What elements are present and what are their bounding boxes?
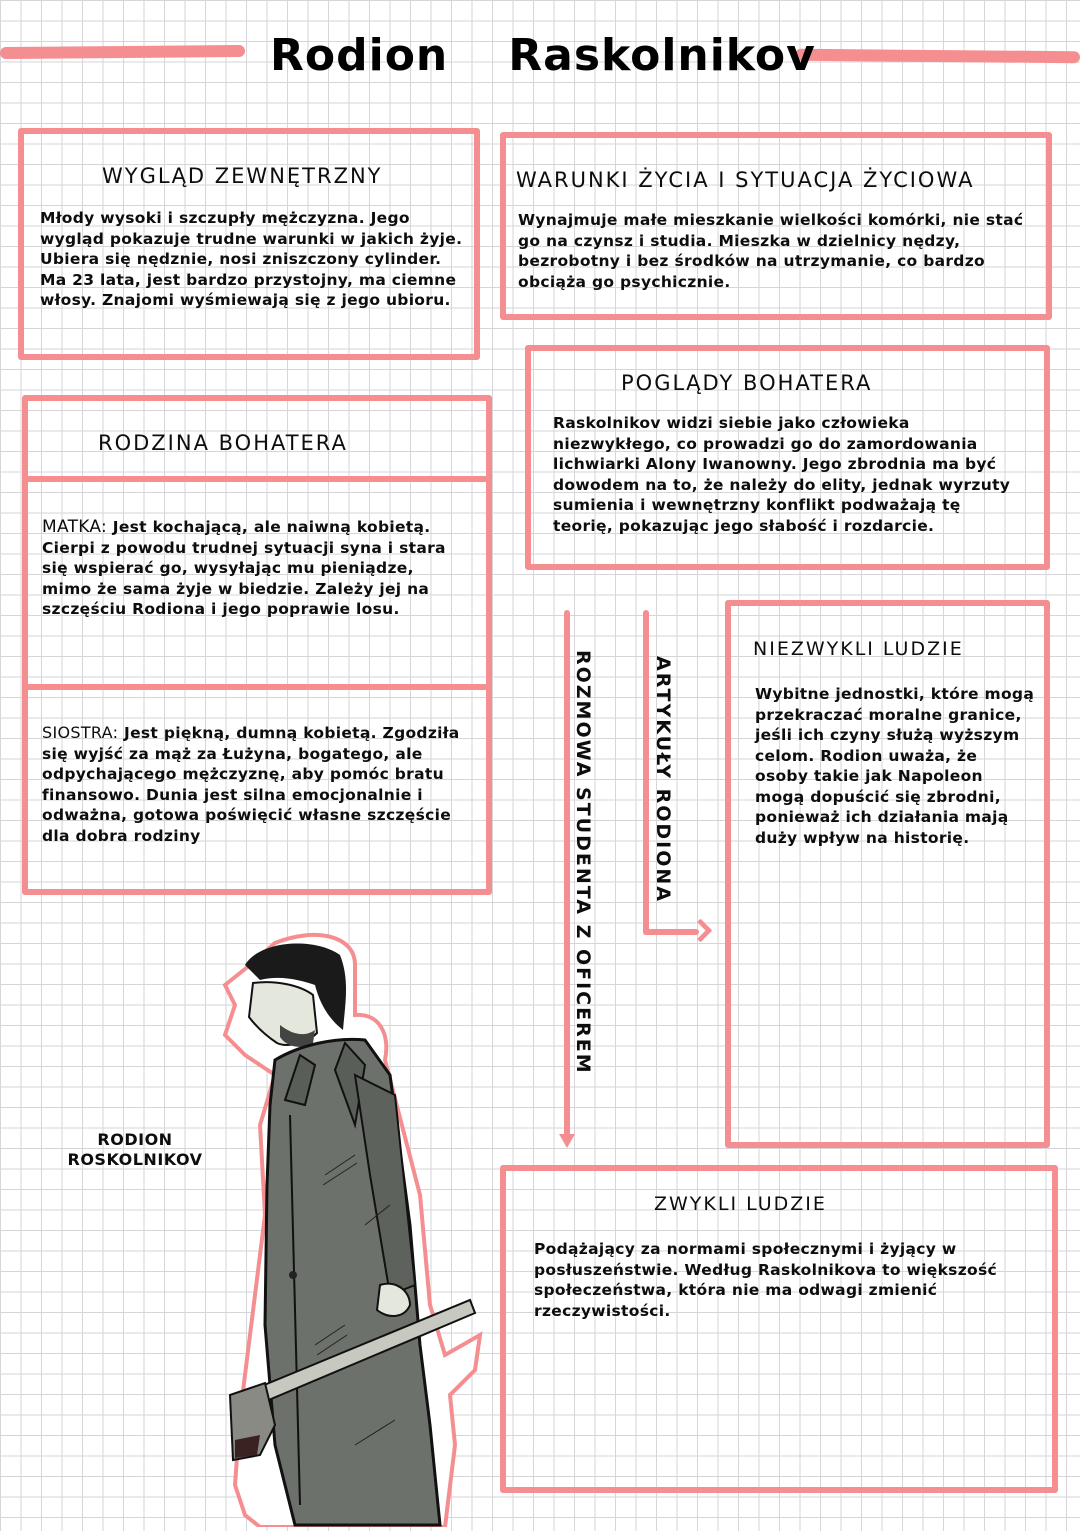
family-mother	[42, 517, 462, 620]
title-last-name: Raskolnikov	[508, 30, 816, 81]
arrow-down-icon	[559, 1134, 575, 1148]
figure-caption-line1: RODION	[97, 1130, 173, 1149]
extraordinary-heading: NIEZWYKLI LUDZIE	[753, 638, 964, 660]
figure-caption-line2: ROSKOLNIKOV	[67, 1150, 203, 1169]
page-title	[270, 30, 816, 81]
appearance-box	[18, 128, 480, 360]
family-divider-bottom	[22, 684, 492, 690]
extraordinary-box	[725, 600, 1050, 1148]
appearance-text: Młody wysoki i szczupły mężczyzna. Jego wygląd pokazuje trudne warunki w jakich żyje. Ubiera się nędznie, nosi zniszczony cylinder. Ma 23 lata, jest bardzo przystojny, ma ciemne włosy. Znajomi wyśmiewają się z jego ubioru.	[40, 209, 463, 309]
ordinary-heading: ZWYKLI LUDZIE	[654, 1193, 827, 1215]
sister-text: Jest piękną, dumną kobietą. Zgodziła się wyjść za mąż za Łużyna, bogatego, ale odpychającego mężczyznę, aby pomóc bratu finansowo. Dunia jest silna emocjonalnie i odważna, gotowa poświęcić własne szczęście dla dobra rodziny	[42, 724, 460, 845]
mother-text: Jest kochającą, ale naiwną kobietą. Cierpi z powodu trudnej sytuacji syna i stara się wspierać go, wysyłając mu pieniądze, mimo że sama żyje w biedzie. Zależy jej na szczęściu Rodiona i jego poprawie losu.	[42, 518, 446, 618]
character-illustration-icon	[205, 925, 495, 1527]
extraordinary-text: Wybitne jednostki, które mogą przekraczać moralne granice, jeśli ich czyny służą wyższym celom. Rodion uważa, że osoby takie jak Napoleon mogą dopuścić się zbrodni, ponieważ ich działania mają duży wpływ na historię.	[755, 685, 1035, 847]
sister-label: SIOSTRA:	[42, 723, 119, 742]
family-heading: RODZINA BOHATERA	[98, 431, 348, 455]
figure-caption	[60, 1130, 210, 1170]
connector-right-line	[643, 610, 649, 935]
family-sister	[42, 723, 462, 846]
title-underline-right	[795, 49, 1080, 63]
title-first-name: Rodion	[270, 30, 449, 81]
ordinary-box	[500, 1165, 1058, 1493]
mother-label: MATKA:	[42, 517, 108, 537]
living-conditions-box	[500, 132, 1052, 320]
connector-left-line	[564, 610, 570, 1140]
views-box	[525, 345, 1050, 570]
appearance-heading: WYGLĄD ZEWNĘTRZNY	[102, 164, 383, 188]
title-underline-left	[0, 45, 245, 59]
living-conditions-text: Wynajmuje małe mieszkanie wielkości komórki, nie stać go na czynsz i studia. Mieszka w dzielnicy nędzy, bezrobotny i bez środków na utrzymanie, co bardzo obciąża go psychicznie.	[518, 211, 1024, 291]
living-conditions-heading: WARUNKI ŻYCIA I SYTUACJA ŻYCIOWA	[516, 168, 975, 192]
views-heading: POGLĄDY BOHATERA	[621, 371, 873, 395]
family-box	[22, 395, 492, 895]
ordinary-text: Podążający za normami społecznymi i żyjący w posłuszeństwie. Według Raskolnikova to większość społeczeństwa, która nie ma odwagi zmienić rzeczywistości.	[534, 1240, 997, 1320]
connector-left-label: ROZMOWA STUDENTA Z OFICEREM	[572, 650, 594, 1075]
family-divider-top	[22, 476, 492, 482]
views-text: Raskolnikov widzi siebie jako człowieka niezwykłego, co prowadzi go do zamordowania lichwiarki Alony Iwanowny. Jego zbrodnia ma być dowodem na to, że należy do elity, jednak wyrzuty sumienia i wewnętrzny konflikt podważają tę teorię, pokazując jego słabość i rozdarcie.	[553, 414, 1011, 535]
connector-right-label: ARTYKUŁY RODIONA	[652, 656, 674, 904]
arrow-right-icon	[688, 918, 712, 942]
